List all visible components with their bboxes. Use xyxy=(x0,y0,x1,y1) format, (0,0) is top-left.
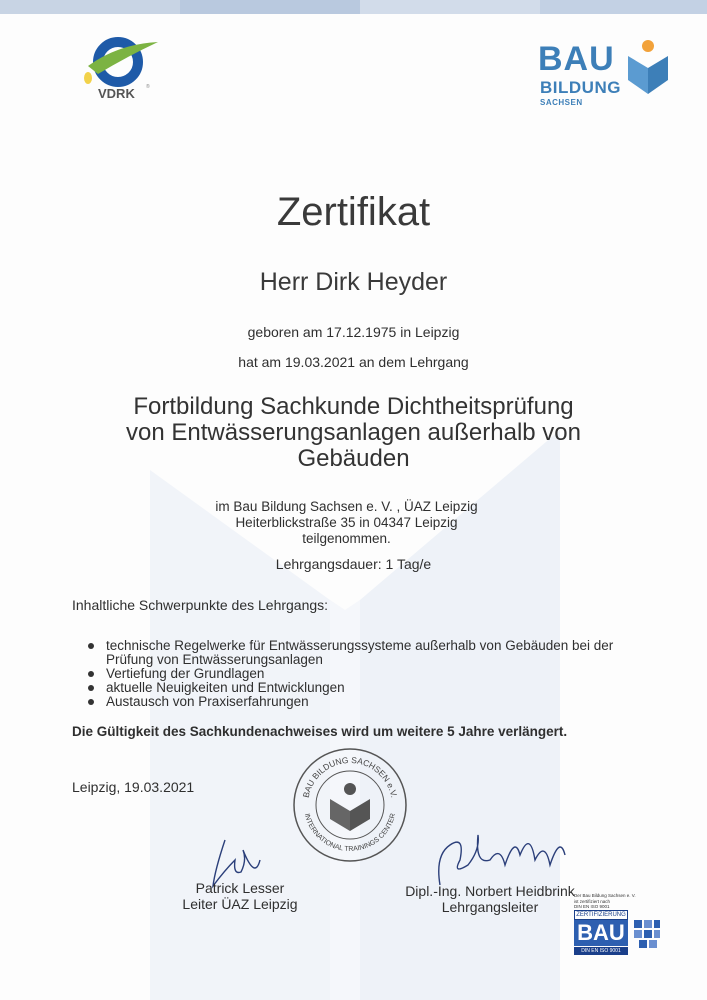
bau-bildung-logo xyxy=(538,38,678,112)
certification-note-line: DIN EN ISO 9001 xyxy=(574,904,610,909)
list-item: Austausch von Praxiserfahrungen xyxy=(88,695,628,709)
course-duration: Lehrgangsdauer: 1 Tag/e xyxy=(275,556,432,572)
official-seal xyxy=(290,745,410,865)
list-item: aktuelle Neuigkeiten und Entwicklungen xyxy=(88,681,628,695)
signer-name-heidbrink: Dipl.-Ing. Norbert Heidbrink xyxy=(405,883,575,899)
certification-label: ZERTIFIZIERUNG xyxy=(574,910,628,920)
birth-line: geboren am 17.12.1975 in Leipzig xyxy=(247,324,460,340)
bildung-logo-word: BILDUNG xyxy=(540,78,621,97)
course-title-line: Fortbildung Sachkunde Dichtheitsprüfung xyxy=(133,393,574,420)
signer-name-lesser: Patrick Lesser xyxy=(195,880,285,896)
course-title-line: Gebäuden xyxy=(297,445,410,472)
book-person-icon xyxy=(626,38,674,98)
certification-standard: DIN EN ISO 9001 xyxy=(574,947,628,955)
vdrk-logo xyxy=(78,34,160,104)
signer-role-lesser: Leiter ÜAZ Leipzig xyxy=(182,896,298,912)
institution-line: teilgenommen. xyxy=(302,531,391,546)
bau-logo-word: BAU xyxy=(538,40,615,78)
signer-role-heidbrink: Lehrgangsleiter xyxy=(441,899,539,915)
certification-note-line: ist zertifiziert nach xyxy=(574,898,611,904)
list-item: technische Regelwerke für Entwässerungssysteme außerhalb von Gebäuden bei der Prüfung von Entwässerungsanlagen xyxy=(88,639,628,667)
recipient-name: Herr Dirk Heyder xyxy=(259,268,448,296)
place-date: Leipzig, 19.03.2021 xyxy=(72,779,195,795)
course-title xyxy=(0,394,707,472)
list-item: Vertiefung der Grundlagen xyxy=(88,667,628,681)
seal-text-top: BAU BILDUNG SACHSEN e.V. xyxy=(300,754,400,799)
certification-note xyxy=(574,893,674,910)
institution-block xyxy=(0,499,693,547)
cube-pattern-icon xyxy=(632,918,662,954)
sachsen-logo-word: SACHSEN xyxy=(540,98,583,107)
seal-text-bottom: INTERNATIONAL TRAININGS CENTER xyxy=(302,812,398,854)
topics-heading: Inhaltliche Schwerpunkte des Lehrgangs: xyxy=(72,597,329,613)
vdrk-emblem-icon xyxy=(78,34,160,104)
certification-note-line: Der Bau Bildung Sachsen e. V. xyxy=(574,893,636,898)
certificate-title: Zertifikat xyxy=(276,190,431,234)
vdrk-logo-text: VDRK xyxy=(98,86,135,101)
institution-line: Heiterblickstraße 35 in 04347 Leipzig xyxy=(235,515,458,530)
validity-statement: Die Gültigkeit des Sachkundenachweises wird um weitere 5 Jahre verlängert. xyxy=(72,724,568,739)
certification-badge xyxy=(574,910,664,960)
course-title-line: von Entwässerungsanlagen außerhalb von xyxy=(126,419,581,446)
signature-scribble-heidbrink xyxy=(420,815,580,890)
topics-list xyxy=(88,639,628,709)
svg-text:®: ® xyxy=(146,84,150,90)
attendance-line: hat am 19.03.2021 an dem Lehrgang xyxy=(238,354,469,370)
institution-line: im Bau Bildung Sachsen e. V. , ÜAZ Leipzig xyxy=(215,499,478,514)
certification-mark: BAU xyxy=(574,920,628,946)
